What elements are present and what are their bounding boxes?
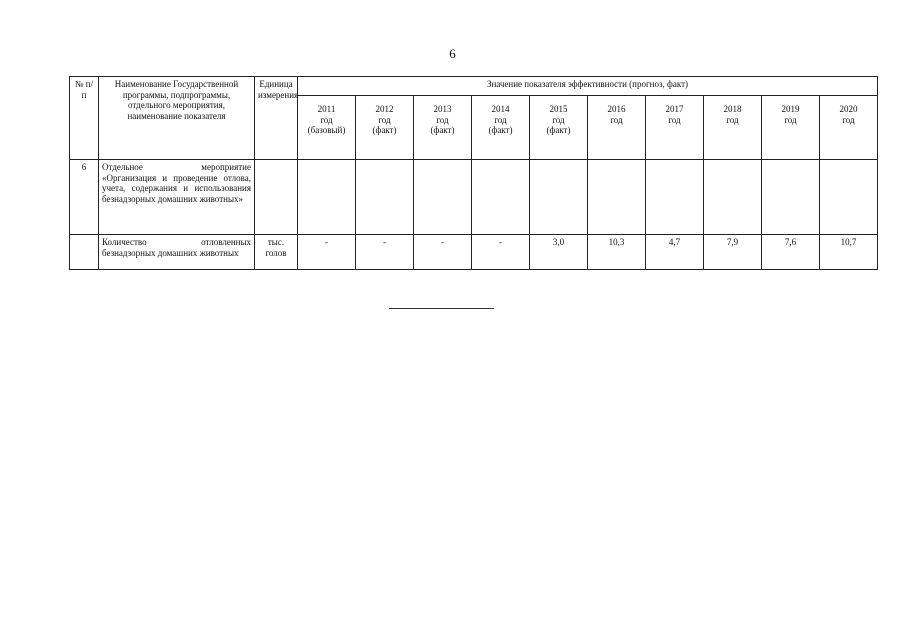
- value-cell-2014: [472, 160, 530, 235]
- header-year-2014: [472, 96, 530, 160]
- header-year-word: год: [726, 114, 739, 125]
- row-unit: тыс. голов: [255, 235, 298, 270]
- value-cell-2018: [704, 160, 762, 235]
- page-number: 6: [449, 46, 456, 61]
- header-year-word: год: [494, 114, 507, 125]
- value-cell-2011: [298, 160, 356, 235]
- row-name: Отдельное мероприятие «Организация и проведение отлова, учета, содержания и использования безнадзорных домашних животных»: [99, 160, 255, 235]
- header-year-2015: [530, 96, 588, 160]
- header-year-word: год: [842, 114, 855, 125]
- header-year-note: (факт): [372, 125, 397, 135]
- value-cell-2012: [356, 160, 414, 235]
- value-cell-2015: 3,0: [530, 235, 588, 270]
- header-year-2020: [820, 96, 878, 160]
- row-unit: [255, 160, 298, 235]
- value-cell-2019: [762, 160, 820, 235]
- row-num: 6: [70, 160, 99, 235]
- header-year-word: год: [436, 114, 449, 125]
- header-year-note: (факт): [546, 125, 571, 135]
- row-name: Количество отловленных безнадзорных домашних животных: [99, 235, 255, 270]
- header-year-2013: [414, 96, 472, 160]
- header-year-year: 2018: [723, 104, 742, 114]
- header-year-year: 2020: [839, 104, 858, 114]
- value-cell-2016: [588, 160, 646, 235]
- value-cell-2014: -: [472, 235, 530, 270]
- header-year-year: 2014: [491, 104, 510, 114]
- header-year-2018: [704, 96, 762, 160]
- header-year-word: год: [668, 114, 681, 125]
- value-cell-2015: [530, 160, 588, 235]
- header-year-2017: [646, 96, 704, 160]
- header-row-group: [70, 77, 878, 96]
- header-year-year: 2017: [665, 104, 684, 114]
- value-cell-2013: -: [414, 235, 472, 270]
- header-year-2019: [762, 96, 820, 160]
- table-row: [70, 235, 878, 270]
- value-cell-2012: -: [356, 235, 414, 270]
- header-year-2011: [298, 96, 356, 160]
- header-year-year: 2019: [781, 104, 800, 114]
- header-year-year: 2016: [607, 104, 626, 114]
- value-cell-2011: -: [298, 235, 356, 270]
- value-cell-2020: 10,7: [820, 235, 878, 270]
- header-unit: Единица измерения: [255, 77, 298, 160]
- header-name: Наименование Государственной программы, подпрограммы, отдельного мероприятия, наименование показателя: [99, 77, 255, 160]
- header-year-year: 2015: [549, 104, 568, 114]
- value-cell-2017: 4,7: [646, 235, 704, 270]
- header-year-2016: [588, 96, 646, 160]
- value-cell-2020: [820, 160, 878, 235]
- table-row: [70, 160, 878, 235]
- value-cell-2017: [646, 160, 704, 235]
- header-year-note: (факт): [488, 125, 513, 135]
- header-year-year: 2012: [375, 104, 394, 114]
- performance-indicators-table: [69, 76, 878, 270]
- header-year-word: год: [610, 114, 623, 125]
- header-year-year: 2011: [317, 104, 336, 114]
- value-cell-2018: 7,9: [704, 235, 762, 270]
- header-year-word: год: [320, 114, 333, 125]
- header-year-note: (базовый): [307, 125, 346, 135]
- header-year-year: 2013: [433, 104, 452, 114]
- header-value-group: Значение показателя эффективности (прогноз, факт): [298, 77, 878, 96]
- header-year-word: год: [552, 114, 565, 125]
- header-year-note: (факт): [430, 125, 455, 135]
- value-cell-2019: 7,6: [762, 235, 820, 270]
- header-year-word: год: [378, 114, 391, 125]
- row-num: [70, 235, 99, 270]
- header-num: № п/п: [70, 77, 99, 160]
- separator-line: [389, 308, 494, 309]
- header-year-word: год: [784, 114, 797, 125]
- header-year-2012: [356, 96, 414, 160]
- value-cell-2016: 10,3: [588, 235, 646, 270]
- value-cell-2013: [414, 160, 472, 235]
